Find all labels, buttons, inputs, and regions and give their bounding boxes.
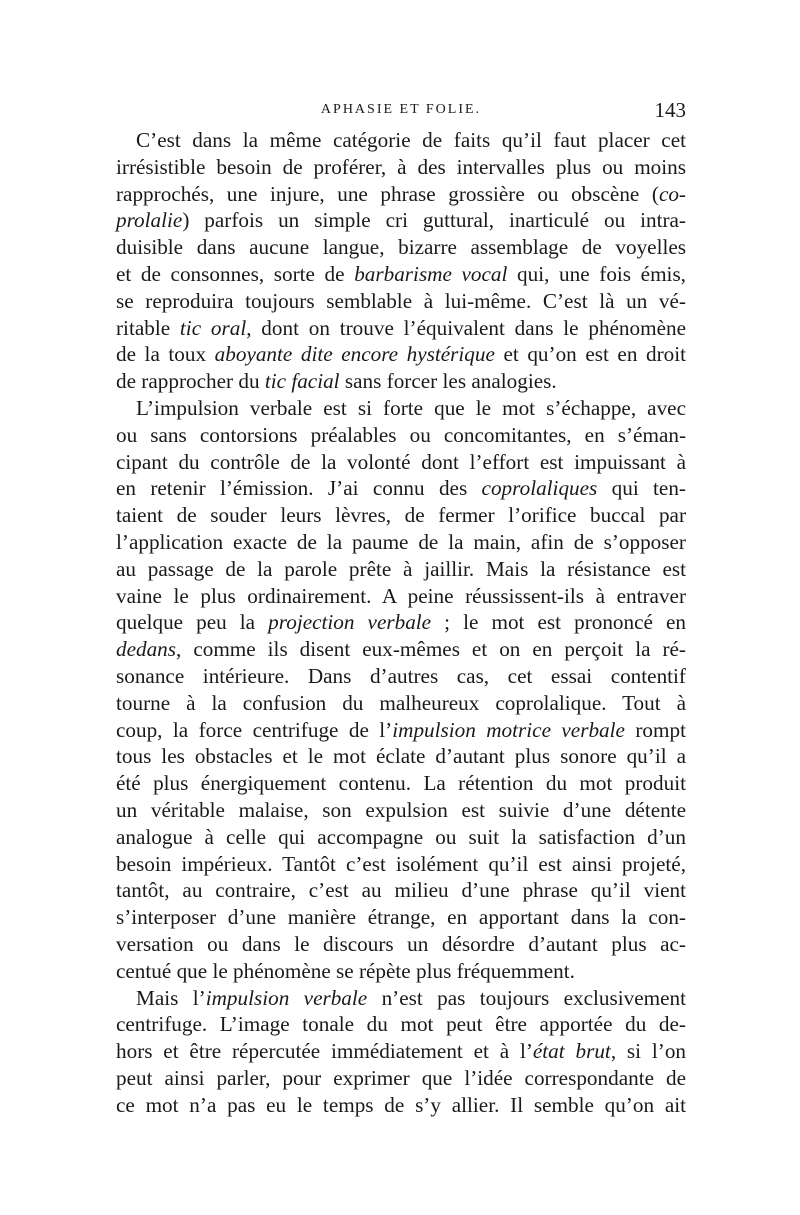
body-text [116,127,686,1118]
text-line [116,743,686,770]
text-segment: l’application exacte de la paume de la main, afin de s’opposer [116,529,686,554]
text-segment: besoin impérieux. Tantôt c’est isolément qu’il est ainsi projeté, [116,851,686,876]
text-segment: centrifuge. L’image tonale du mot peut être apportée du de- [116,1012,686,1037]
text-line [116,583,686,610]
text-segment: n’est pas toujours exclusivement [367,985,686,1010]
text-segment: tous les obstacles et le mot éclate d’autant plus sonore qu’il a [116,744,686,769]
text-segment: peut ainsi parler, pour exprimer que l’idée correspondante de [116,1065,686,1090]
italic-text: tic oral [179,315,247,340]
text-line [116,234,686,261]
text-segment: hors et être répercutée immédiatement et à l’ [116,1039,533,1064]
text-segment: analogue à celle qui accompagne ou suit la satisfaction d’un [116,824,686,849]
page-header [116,98,686,122]
text-segment: et de consonnes, sorte de [116,261,355,286]
text-line [116,1011,686,1038]
text-segment: un véritable malaise, son expulsion est suivie d’une détente [116,797,686,822]
text-segment: sonance intérieure. Dans d’autres cas, cet essai contentif [116,663,686,688]
running-head: APHASIE ET FOLIE. [320,102,482,117]
text-line [116,529,686,556]
text-line [116,127,686,154]
text-segment: ce mot n’a pas eu le temps de s’y allier. Il semble qu’on ait [116,1092,686,1117]
text-line [116,958,686,985]
italic-text: impulsion verbale [205,985,368,1010]
text-line [116,368,686,395]
text-segment: coup, la force centrifuge de l’ [116,717,393,742]
text-line [116,207,686,234]
text-line [116,181,686,208]
text-line [116,315,686,342]
text-line [116,422,686,449]
text-segment: ) parfois un simple cri guttural, inarticulé ou intra- [182,208,686,233]
text-segment: et qu’on est en droit [494,342,686,367]
text-line [116,636,686,663]
text-segment: , si l’on [610,1039,687,1064]
text-segment: rompt [624,717,686,742]
text-line [116,824,686,851]
text-segment: rapprochés, une injure, une phrase grossière ou obscène ( [116,181,659,206]
text-segment: au passage de la parole prête à jaillir. Mais la résistance est [116,556,686,581]
text-line [116,690,686,717]
text-segment: tourne à la confusion du malheureux coprolalique. Tout à [116,690,686,715]
text-segment: de rapprocher du [116,369,265,394]
text-segment: de la toux [116,342,215,367]
italic-text: état brut [532,1039,611,1064]
text-segment: qui ten- [597,476,686,501]
text-segment: vaine le plus ordinairement. A peine réussissent-ils à entraver [116,583,686,608]
italic-text: projection verbale [268,610,432,635]
text-segment: C’est dans la même catégorie de faits qu’il faut placer cet [136,128,686,152]
text-line [116,851,686,878]
text-line [116,341,686,368]
text-segment: duisible dans aucune langue, bizarre assemblage de voyelles [116,235,686,260]
text-line [116,288,686,315]
text-segment: sans forcer les analogies. [339,369,557,394]
italic-text: prolalie [116,208,183,233]
text-segment: Mais l’ [136,985,206,1010]
italic-text: dedans [116,637,177,662]
text-line [116,449,686,476]
text-line [116,609,686,636]
text-line [116,502,686,529]
text-segment: L’impulsion verbale est si forte que le mot s’échappe, avec [136,395,686,420]
text-segment: se reproduira toujours semblable à lui-même. C’est là un vé- [116,288,686,313]
text-segment: s’interposer d’une manière étrange, en apportant dans la con- [116,905,686,930]
text-segment: tantôt, au contraire, c’est au milieu d’une phrase qu’il vient [116,878,686,903]
text-line [116,985,686,1012]
text-line [116,770,686,797]
text-segment: irrésistible besoin de proférer, à des intervalles plus ou moins [116,154,686,179]
italic-text: tic facial [264,369,340,394]
text-segment: ritable [116,315,180,340]
text-line [116,877,686,904]
text-line [116,1065,686,1092]
text-line [116,1038,686,1065]
text-segment: ou sans contorsions préalables ou concomitantes, en s’éman- [116,422,686,447]
text-line [116,475,686,502]
text-segment: versation ou dans le discours un désordre d’autant plus ac- [116,931,686,956]
italic-text: impulsion motrice verbale [392,717,625,742]
italic-text: coprolaliques [481,476,598,501]
text-line [116,1092,686,1119]
page-number: 143 [654,98,686,122]
text-segment: , dont on trouve l’équivalent dans le phénomène [246,315,687,340]
text-line [116,904,686,931]
text-line [116,556,686,583]
text-segment: qui, une fois émis, [507,261,686,286]
italic-text: aboyante dite encore hystérique [214,342,495,367]
text-line [116,261,686,288]
text-line [116,154,686,181]
italic-text: barbarisme vocal [354,261,508,286]
text-line [116,717,686,744]
text-line [116,395,686,422]
text-segment: quelque peu la [116,610,269,635]
text-segment: cipant du contrôle de la volonté dont l’effort est impuissant à [116,449,686,474]
text-segment: centué que le phénomène se répète plus fréquemment. [116,958,575,983]
text-segment: taient de souder leurs lèvres, de fermer l’orifice buccal par [116,503,686,528]
text-segment: en retenir l’émission. J’ai connu des [116,476,482,501]
text-line [116,663,686,690]
text-line [116,797,686,824]
text-segment: , comme ils disent eux-mêmes et on en perçoit la ré- [176,637,686,662]
text-segment: ; le mot est prononcé en [431,610,686,635]
text-segment: été plus énergiquement contenu. La rétention du mot produit [116,771,686,796]
text-line [116,931,686,958]
italic-text: co- [658,181,686,206]
